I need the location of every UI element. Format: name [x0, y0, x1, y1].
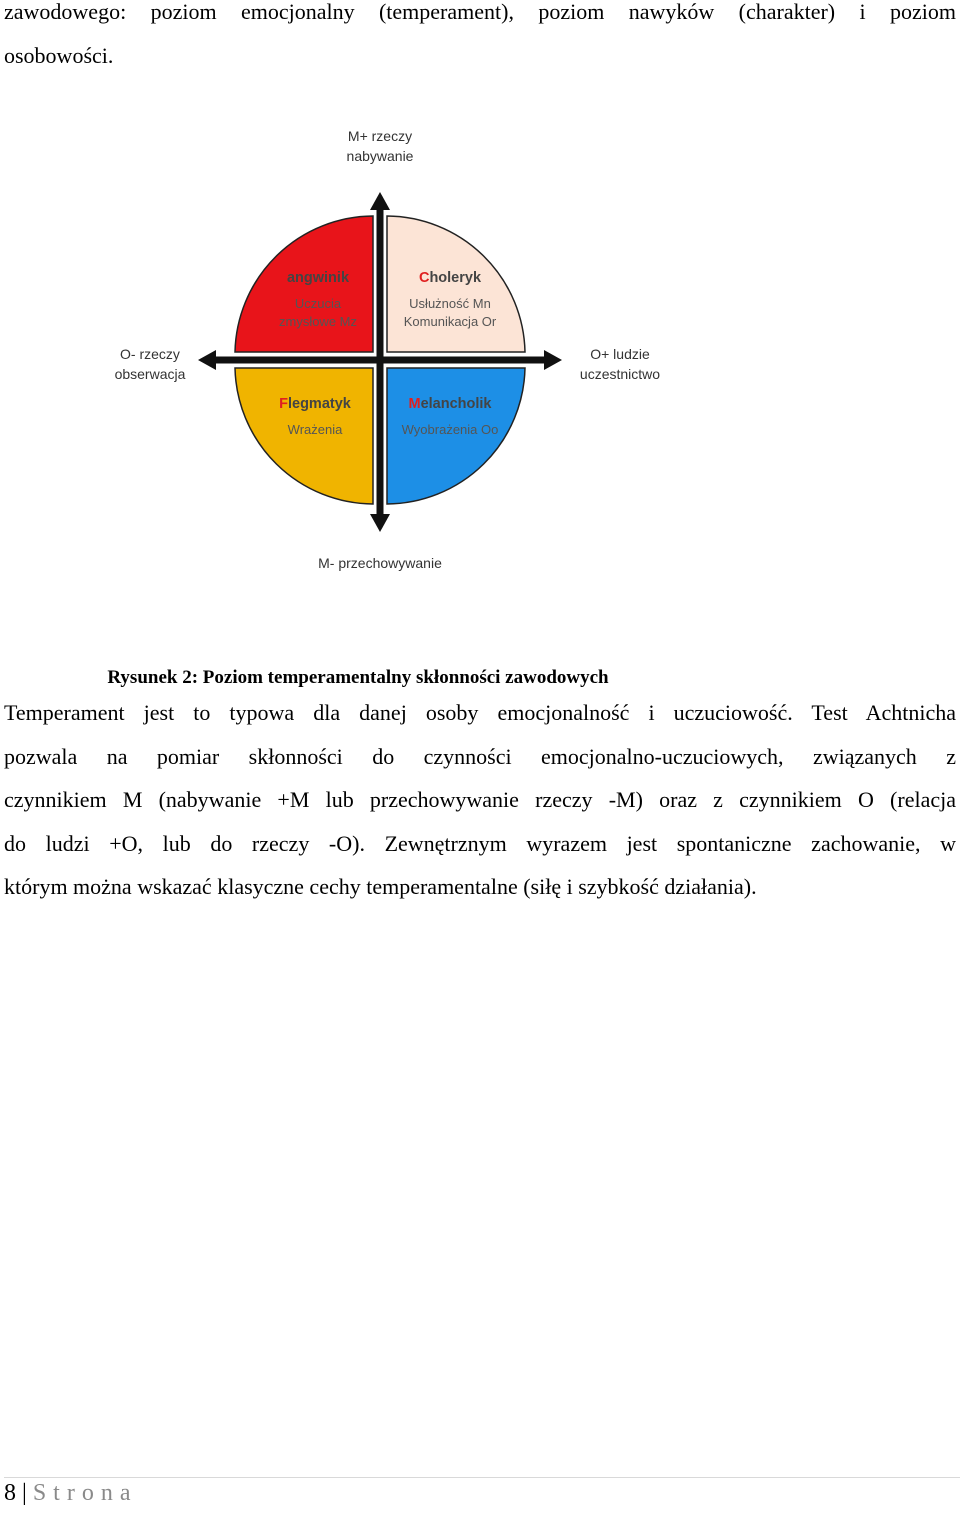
right-axis-label: [560, 344, 680, 384]
flegmatyk-subtitle: [240, 421, 390, 439]
choleryk-title: [375, 270, 525, 286]
title-initial: M: [408, 396, 421, 412]
left-label-line: O- rzeczy: [120, 346, 180, 362]
left-axis-label: [100, 344, 200, 384]
subtitle-line: Usłużność Mn: [409, 296, 491, 311]
temperament-diagram: [100, 120, 680, 590]
melancholik-subtitle: [375, 421, 525, 439]
title-rest: holeryk: [429, 270, 482, 286]
subtitle-line: Komunikacja Or: [403, 314, 497, 329]
top-label-line: nabywanie: [346, 148, 414, 164]
footer-divider: [4, 1477, 960, 1478]
title-initial: F: [279, 396, 288, 412]
footer-separator: |: [22, 1480, 27, 1506]
title-initial: C: [418, 270, 430, 286]
top-axis-label: [320, 126, 440, 166]
left-label-line: obserwacja: [114, 366, 186, 382]
sangwinik-subtitle: [243, 295, 393, 331]
page-number: 8: [4, 1480, 16, 1506]
body-line: pozwala na pomiar skłonności do czynności emocjonalno-uczuciowych, związanych z: [4, 743, 956, 769]
intro-paragraph: [4, 0, 956, 77]
arrow-up: [370, 192, 390, 210]
flegmatyk-title: [240, 396, 390, 412]
intro-line: zawodowego: poziom emocjonalny (temperament), poziom nawyków (charakter) i poziom: [4, 0, 956, 24]
sangwinik-title: angwinik: [286, 270, 350, 286]
subtitle-line: Uczucia: [294, 296, 342, 311]
page-footer: [4, 1480, 137, 1507]
body-line: do ludzi +O, lub do rzeczy -O). Zewnętrznym wyrazem jest spontaniczne zachowanie, w: [4, 830, 956, 856]
subtitle-line: zmysłowe Mz: [278, 314, 357, 329]
right-label-line: O+ ludzie: [590, 346, 650, 362]
body-line: którym można wskazać klasyczne cechy temperamentalne (siłę i szybkość działania).: [4, 874, 757, 899]
intro-line: osobowości.: [4, 42, 114, 68]
right-label-line: uczestnictwo: [579, 366, 661, 382]
subtitle-line: Wyobrażenia Oo: [401, 422, 499, 437]
arrow-left: [198, 350, 216, 370]
title-rest: elancholik: [420, 396, 492, 412]
title-rest: legmatyk: [287, 396, 351, 412]
subtitle-line: Wrażenia: [287, 422, 343, 437]
footer-word: Strona: [32, 1480, 138, 1506]
arrow-down: [370, 514, 390, 532]
body-paragraph: [4, 691, 956, 909]
choleryk-subtitle: [375, 295, 525, 331]
figure-caption: Rysunek 2: Poziom temperamentalny skłonności zawodowych: [107, 667, 609, 688]
melancholik-title: [375, 396, 525, 412]
top-label-line: M+ rzeczy: [347, 128, 413, 144]
bottom-axis-label: M- przechowywanie: [318, 555, 442, 571]
body-line: czynnikiem M (nabywanie +M lub przechowywanie rzeczy -M) oraz z czynnikiem O (relacja: [4, 787, 956, 812]
body-line: Temperament jest to typowa dla danej osoby emocjonalność i uczuciowość. Test Achtnicha: [4, 700, 956, 725]
